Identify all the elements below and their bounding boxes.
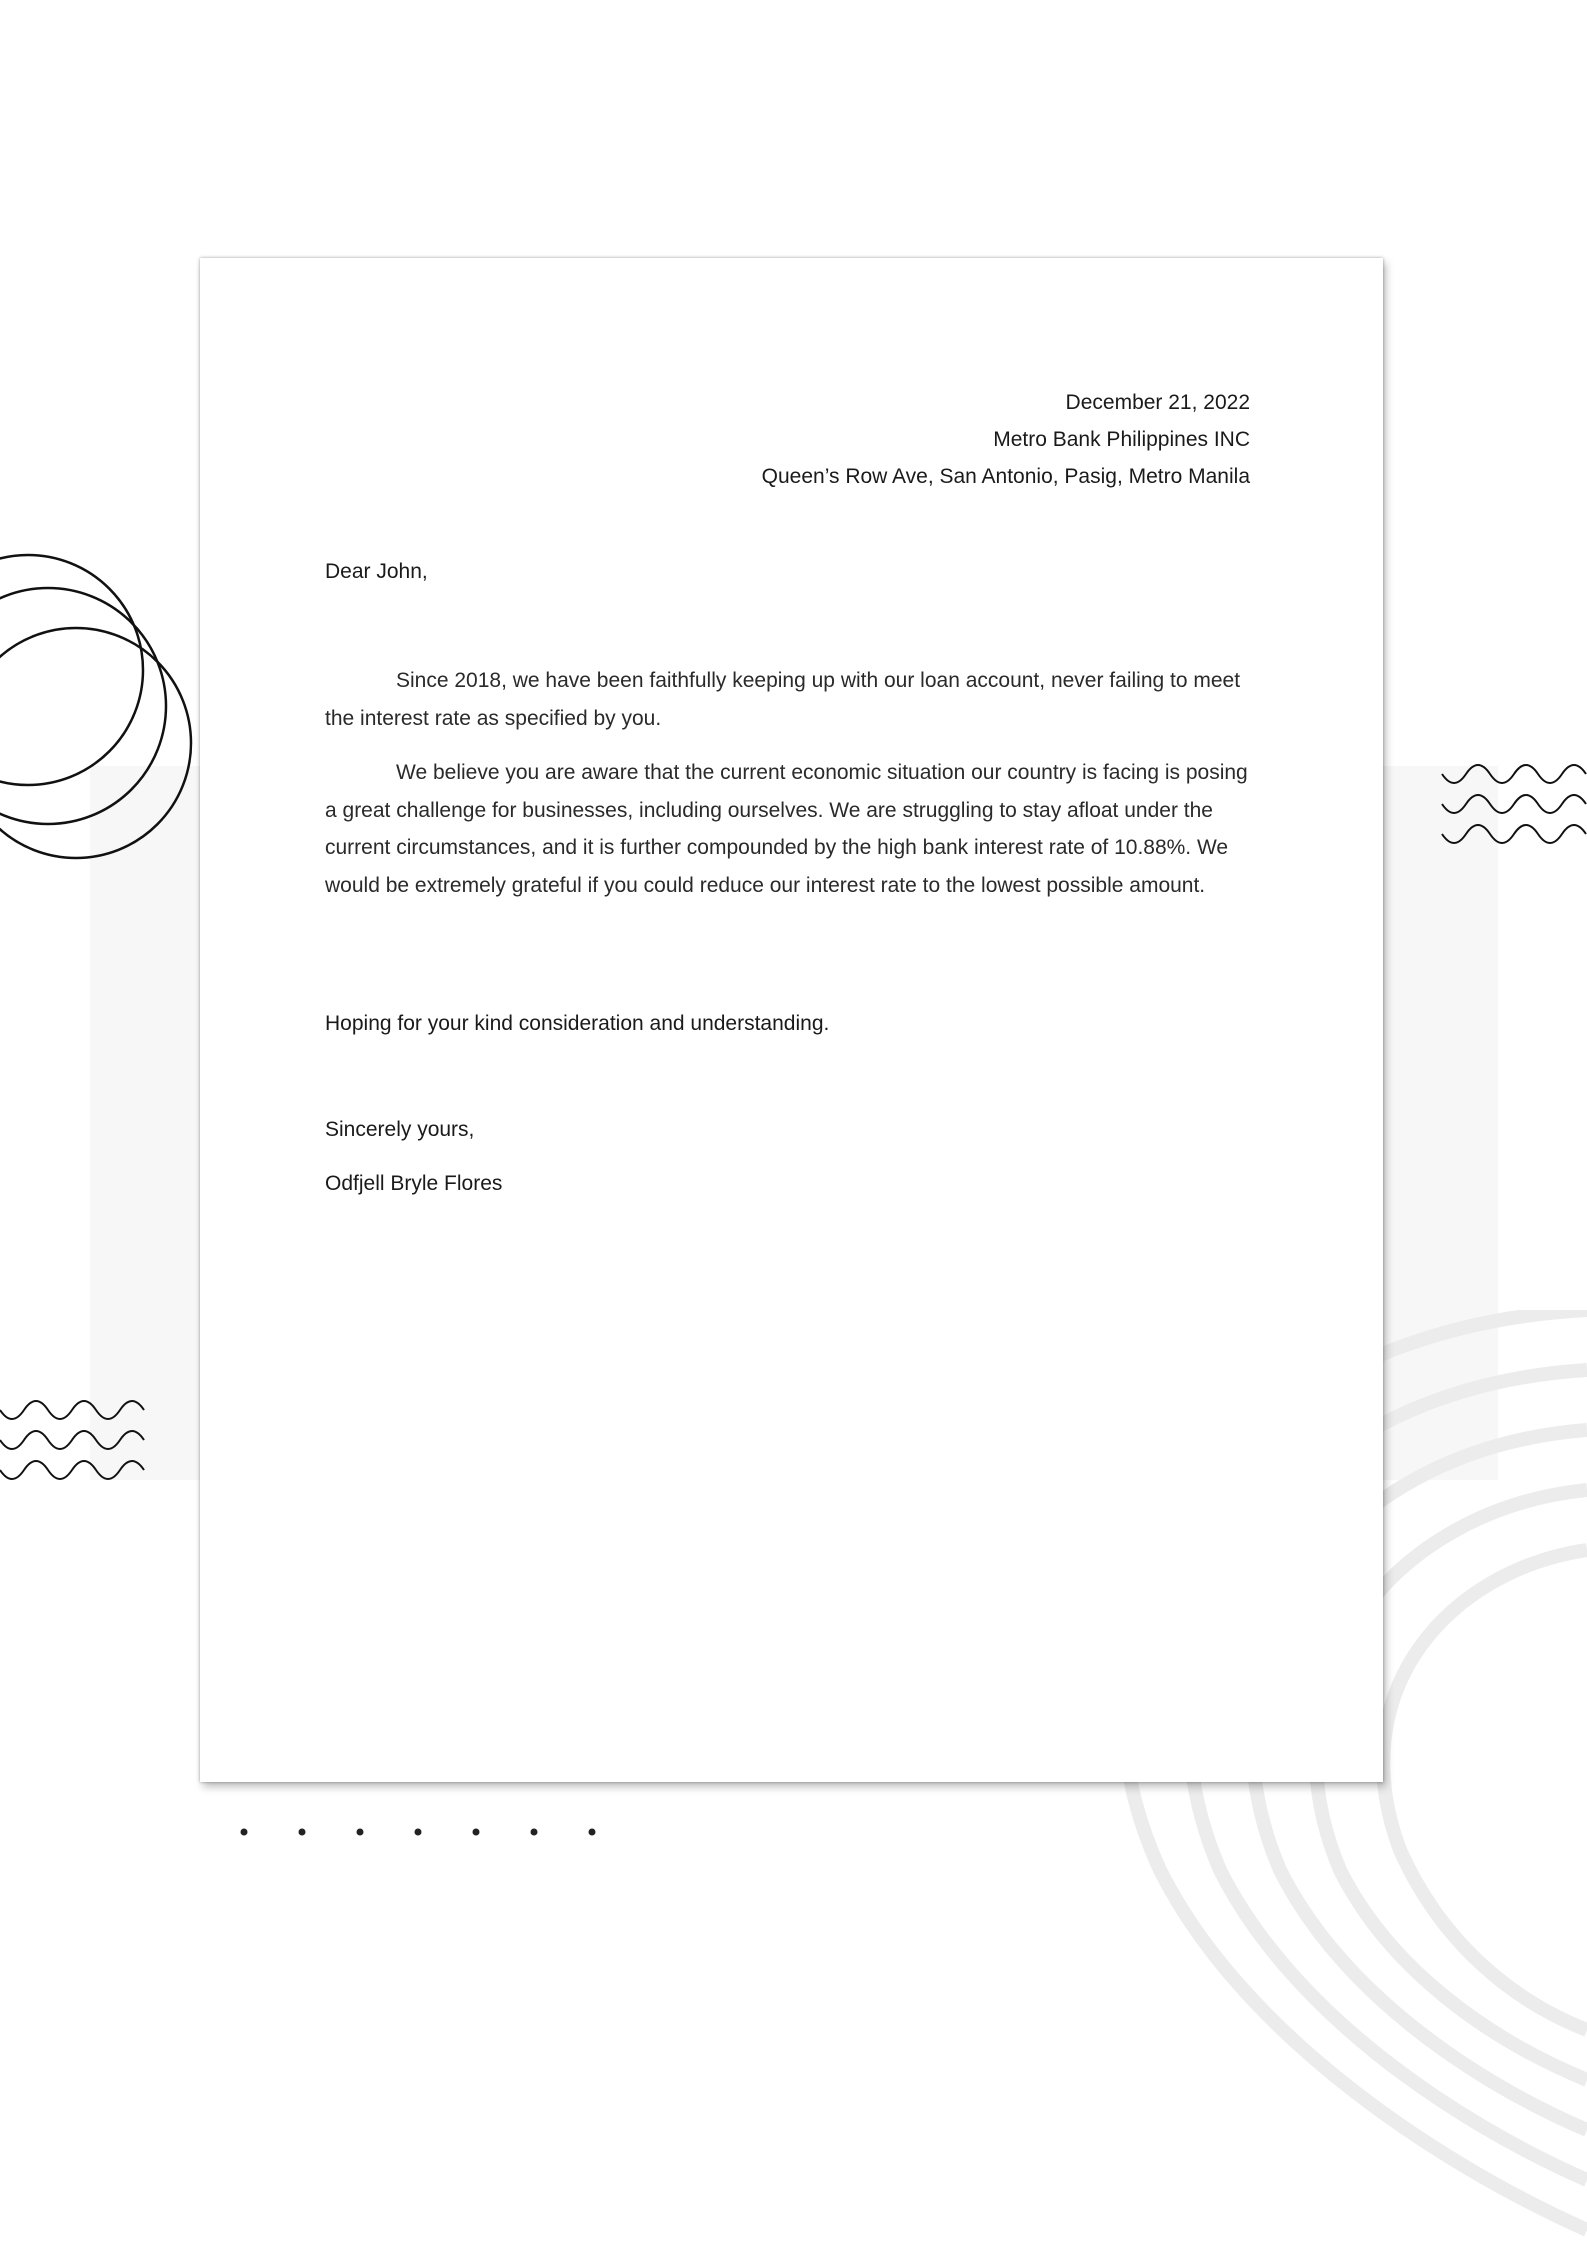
closing-line: Hoping for your kind consideration and understanding. [325,1012,830,1035]
wave-lines-icon [0,1398,145,1484]
sender-name: Odfjell Bryle Flores [325,1172,503,1195]
letter-date: December 21, 2022 [1065,391,1250,414]
letter-header [762,384,1250,495]
dot-row-icon [236,1824,606,1840]
overlapping-circles-icon [0,550,200,880]
signoff: Sincerely yours, [325,1118,475,1141]
wave-lines-icon [1440,762,1587,848]
letter-page [200,258,1383,1782]
body-paragraph: Since 2018, we have been faithfully keeping up with our loan account, never failing to meet the interest rate as specified by you. [325,669,1241,730]
recipient-organization: Metro Bank Philippines INC [993,428,1250,451]
letter-body [325,662,1260,921]
salutation: Dear John, [325,560,428,583]
body-paragraph: We believe you are aware that the current economic situation our country is facing is posing a great challenge for businesses, including ourselves. We are struggling to stay afloat under the current circumstances, and it is further compounded by the high bank interest rate of 10.88%. We would be extremely grateful if you could reduce our interest rate to the lowest possible amount. [325,761,1248,897]
recipient-address: Queen’s Row Ave, San Antonio, Pasig, Metro Manila [761,465,1250,488]
